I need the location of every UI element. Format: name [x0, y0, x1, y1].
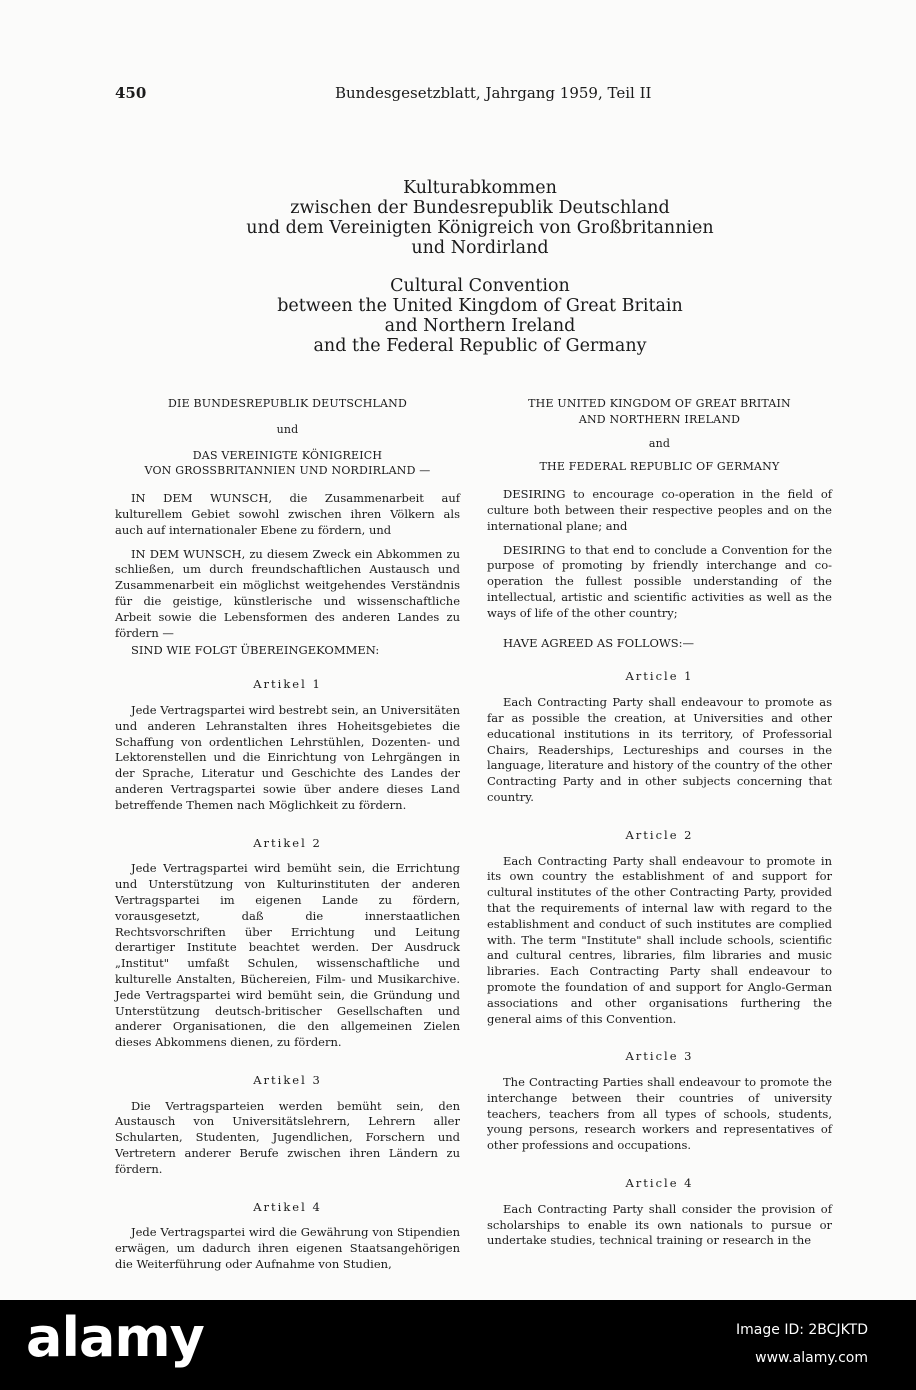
article-heading: Article 3 [625, 1049, 694, 1064]
title-line: zwischen der Bundesrepublik Deutschland [290, 198, 670, 218]
article-heading: Article 1 [625, 669, 694, 684]
page-number: 450 [115, 84, 147, 102]
party-name: DIE BUNDESREPUBLIK DEUTSCHLAND [168, 397, 407, 410]
party-name: DAS VEREINIGTE KÖNIGREICH [192, 448, 383, 462]
conjunction: und [276, 422, 299, 436]
title-line: and the Federal Republic of Germany [313, 336, 647, 356]
party-name: AND NORTHERN IRELAND [578, 412, 741, 426]
title-line: Kulturabkommen [403, 178, 557, 198]
article-heading: Artikel 4 [253, 1199, 322, 1214]
article-text: Each Contracting Party shall endeavour to promote as far as possible the creation, at Universities and other educational institutions in its territory, of Professorial Chairs, Readerships, Lectureships and courses in the language, literature and history of the country of the other Contracting Party and in other subjects concerning that country. [487, 695, 832, 804]
title-line: und Nordirland [411, 238, 549, 258]
party-name: VON GROSSBRITANNIEN UND NORDIRLAND — [144, 464, 431, 478]
article-text: Jede Vertragspartei wird bestrebt sein, an Universitäten und anderen Lehranstalten ihres Hoheitsgebietes die Schaffung von ordentlichen Lehrstühlen, Dozenten- und Lektorenstellen und die Einrichtung von Lehrgängen in der Sprache, Literatur und Geschichte des Landes der anderen Vertragspartei sowie über andere dieses Land betreffende Themen nach Möglichkeit zu fördern. [115, 702, 460, 812]
agreement-clause: HAVE AGREED AS FOLLOWS:— [503, 635, 694, 650]
article-text: Jede Vertragspartei wird bemüht sein, die Errichtung und Unterstützung von Kulturinstituten der anderen Vertragspartei im eigenen Lande zu fördern, vorausgesetzt, daß die innerstaatlichen Rechtsvorschriften über Errichtung und Leitung derartiger Institute beachtet werden. Der Ausdruck „Institut" umfaßt Schulen, wissenschaftliche und kulturelle Anstalten, Büchereien, Film- und Musikarchive. Jede Vertragspartei wird bemüht sein, die Gründung und Unterstützung deutsch-britischer Gesellschaften und anderer Organisationen, die den allgemeinen Zielen dieses Abkommens dienen, zu fördern. [115, 861, 460, 1050]
title-line: between the United Kingdom of Great Britain [277, 296, 683, 316]
preamble-paragraph: IN DEM WUNSCH, zu diesem Zweck ein Abkommen zu schließen, um durch freundschaftlichen Austausch und Zusammenarbeit ein möglichst weitgehendes Verständnis für die geistige, künstlerische und wissenschaftliche Arbeit sowie die Lebensformen des anderen Landes zu fördern — [115, 546, 460, 640]
german-column [115, 396, 460, 1295]
image-id: Image ID: 2BCJKTD [736, 1322, 868, 1338]
article-text: Jede Vertragspartei wird die Gewährung von Stipendien erwägen, um dadurch ihren eigenen Staatsangehörigen die Weiterführung oder Aufnahme von Studien, [115, 1225, 460, 1272]
title-line: und dem Vereinigten Königreich von Großbritannien [246, 218, 714, 238]
title-german [150, 178, 810, 258]
running-title: Bundesgesetzblatt, Jahrgang 1959, Teil II [335, 84, 652, 102]
english-column [487, 396, 832, 1271]
article-text: Die Vertragsparteien werden bemüht sein, den Austausch von Universitätslehrern, Lehrern aller Schularten, Studenten, Jugendlichen, Forschern und Vertretern anderer Berufe zwischen ihren Ländern zu fördern. [115, 1098, 460, 1176]
article-heading: Artikel 3 [253, 1072, 322, 1087]
article-heading: Artikel 1 [253, 677, 322, 692]
alamy-logo: alamy [26, 1306, 204, 1369]
preamble-paragraph: IN DEM WUNSCH, die Zusammenarbeit auf kulturellem Gebiet sowohl zwischen ihren Völkern als auch auf internationaler Ebene zu fördern, und [115, 491, 460, 537]
document-titles [150, 178, 810, 356]
article-text: Each Contracting Party shall endeavour to promote in its own country the establishment of and support for cultural institutes of the other Contracting Party, provided that the requirements of internal law with regard to the establishment and conduct of such institutes are complied with. The term "Institute" shall include schools, scientific and cultural centres, libraries, film libraries and music libraries. Each Contracting Party shall endeavour to promote the foundation of and support for Anglo-German associations and other organisations furthering the general aims of this Convention. [487, 853, 832, 1026]
title-line: Cultural Convention [390, 276, 570, 296]
party-name: THE FEDERAL REPUBLIC OF GERMANY [539, 460, 780, 474]
footer-url: www.alamy.com [755, 1350, 868, 1366]
article-heading: Article 2 [625, 827, 694, 842]
title-english [150, 276, 810, 356]
conjunction: and [648, 436, 671, 450]
preamble-paragraph: DESIRING to that end to conclude a Convention for the purpose of promoting by friendly interchange and co-operation the fullest possible understanding of the intellectual, artistic and scientific activities as well as the ways of life of the other country; [487, 542, 832, 620]
article-heading: Article 4 [625, 1176, 694, 1191]
party-name: THE UNITED KINGDOM OF GREAT BRITAIN [528, 397, 791, 410]
article-text: The Contracting Parties shall endeavour to promote the interchange between their countries of university teachers, teachers from all types of schools, students, young persons, research workers and representatives of other professions and occupations. [487, 1075, 832, 1153]
page-header [115, 84, 835, 108]
article-heading: Artikel 2 [253, 835, 322, 850]
title-line: and Northern Ireland [384, 316, 576, 336]
preamble-paragraph: DESIRING to encourage co-operation in the field of culture both between their respective peoples and on the international plane; and [487, 487, 832, 533]
article-text: Each Contracting Party shall consider the provision of scholarships to enable its own nationals to pursue or undertake studies, technical training or research in the [487, 1201, 832, 1248]
agreement-clause: SIND WIE FOLGT ÜBEREINGEKOMMEN: [131, 643, 380, 658]
